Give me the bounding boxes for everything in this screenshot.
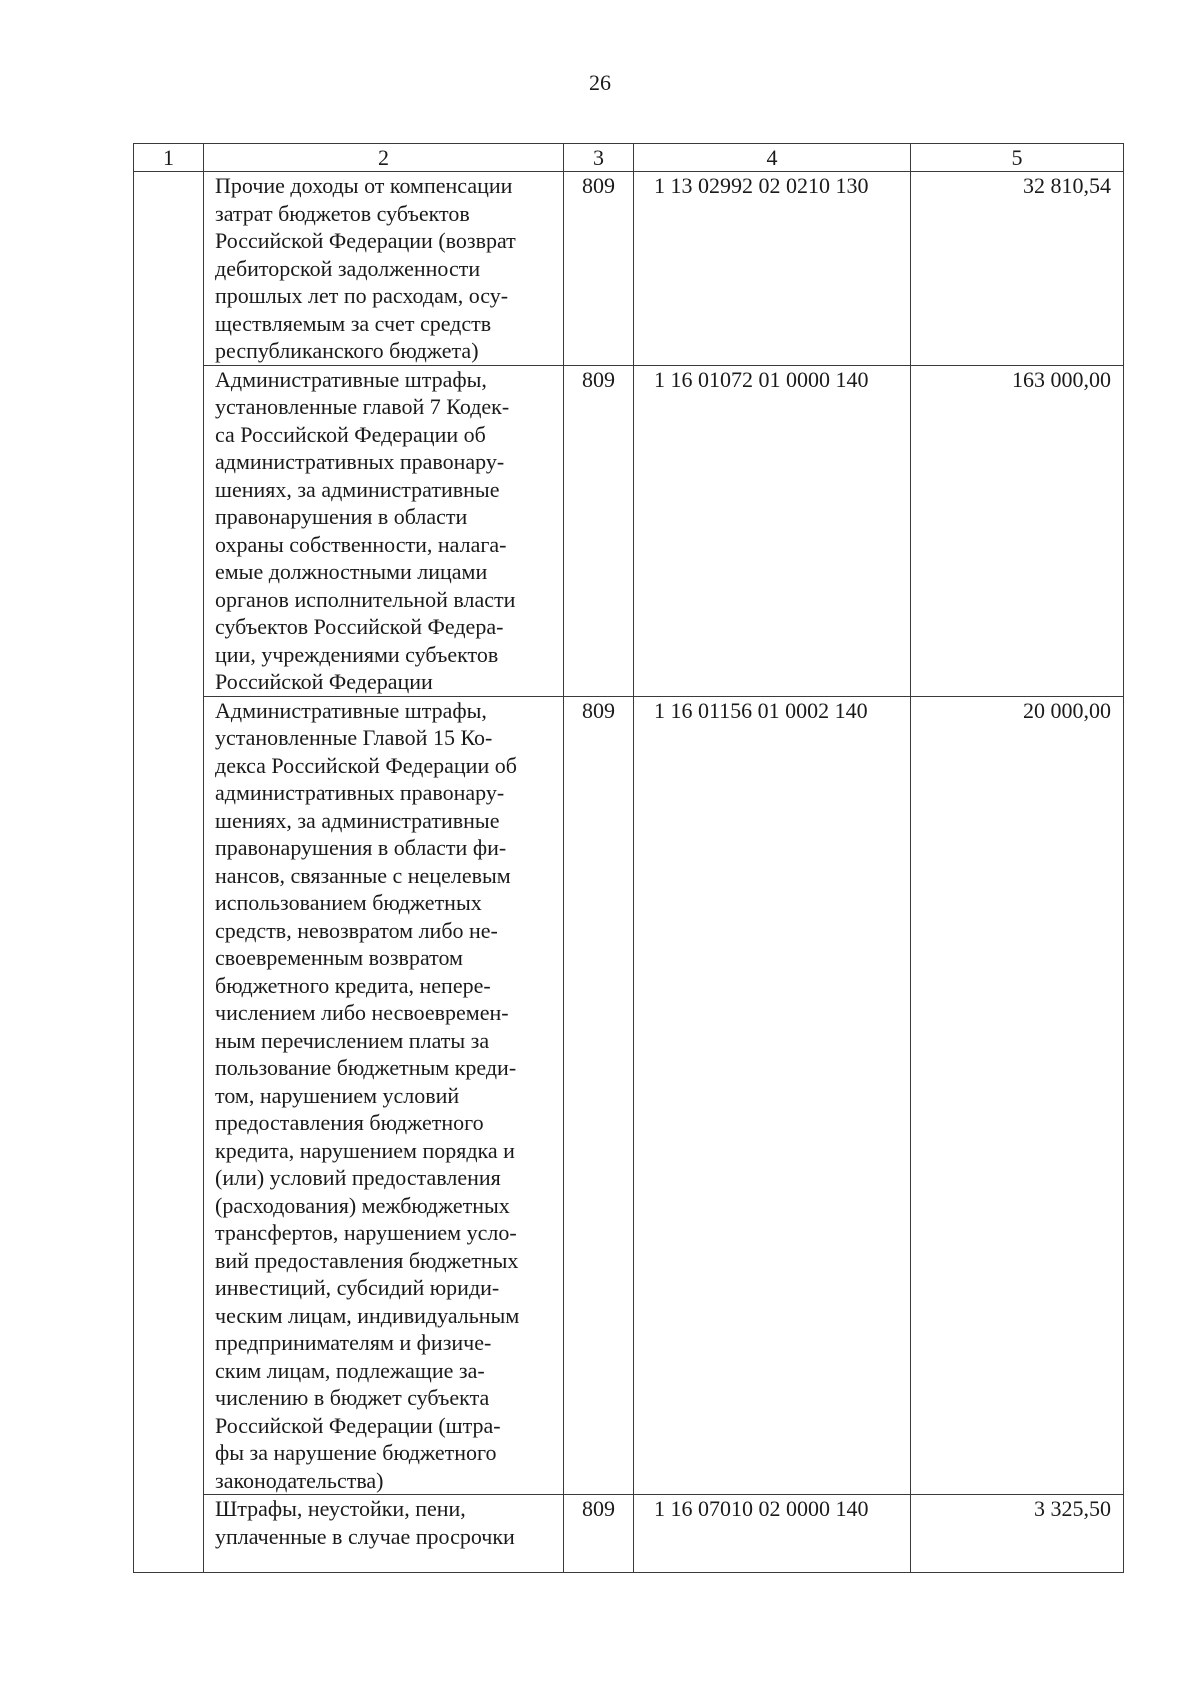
description-line: декса Российской Федерации об [215,752,517,778]
description-line: дебиторской задолженности [215,255,481,281]
description-line: органов исполнительной власти [215,586,516,612]
table-row [134,696,1124,1495]
description-line: ным перечислением платы за [215,1027,490,1053]
description-cell [204,365,564,696]
description-line: прошлых лет по расходам, осу- [215,283,509,308]
description-line: использованием бюджетных [215,890,482,915]
description-line: Российской Федерации [215,669,433,694]
description-line: охраны собственности, налага- [215,531,507,557]
column-header: 4 [634,144,911,172]
row-number-cell [134,172,204,1573]
description-line: правонарушения в области [215,504,468,529]
admin-code-cell: 809 [564,172,634,366]
description-cell [204,172,564,366]
description-line: бюджетного кредита, непере- [215,972,491,998]
description-line: (или) условий предоставления [215,1165,501,1190]
description-line: Российской Федерации (возврат [215,228,516,253]
description-line: правонарушения в области фи- [215,835,507,860]
description-line: шениях, за административные [215,807,500,833]
description-line: трансфертов, нарушением усло- [215,1220,517,1245]
description-line: Прочие доходы от компенсации [215,173,513,198]
description-line: шениях, за административные [215,476,500,502]
description-line: Российской Федерации (штра- [215,1412,501,1438]
table-row [134,365,1124,696]
column-header: 2 [204,144,564,172]
description-line: том, нарушением условий [215,1082,460,1108]
description-line: кредита, нарушением порядка и [215,1137,515,1163]
kbk-code-cell: 1 16 01156 01 0002 140 [634,696,911,1495]
kbk-code-cell: 1 16 01072 01 0000 140 [634,365,911,696]
amount-cell: 32 810,54 [911,172,1124,366]
description-line: ции, учреждениями субъектов [215,641,499,667]
amount-cell: 3 325,50 [911,1495,1124,1573]
description-line: вий предоставления бюджетных [215,1247,519,1273]
description-line: уплаченные в случае просрочки [215,1523,515,1549]
description-line: числением либо несвоевремен- [215,1000,509,1025]
description-line: установленные главой 7 Кодек- [215,394,510,419]
description-line: ческим лицам, индивидуальным [215,1302,520,1328]
description-line: административных правонару- [215,780,505,805]
description-line: средств, невозвратом либо не- [215,917,498,943]
column-header: 5 [911,144,1124,172]
description-line: предпринимателям и физиче- [215,1330,492,1355]
description-line: Административные штрафы, [215,366,487,392]
description-line: ществляемым за счет средств [215,310,492,336]
description-line: административных правонару- [215,449,505,474]
table-header-row [134,144,1124,172]
description-line: субъектов Российской Федера- [215,614,504,639]
description-line: ским лицам, подлежащие за- [215,1357,485,1383]
admin-code-cell: 809 [564,696,634,1495]
admin-code-cell: 809 [564,365,634,696]
description-line: (расходования) межбюджетных [215,1192,510,1218]
revenue-table [133,143,1124,1573]
description-line: Административные штрафы, [215,697,487,723]
description-cell [204,696,564,1495]
admin-code-cell: 809 [564,1495,634,1573]
description-line: нансов, связанные с нецелевым [215,862,511,888]
description-line: емые должностными лицами [215,559,488,584]
table-row [134,1495,1124,1573]
description-line: своевременным возвратом [215,945,463,970]
description-line: установленные Главой 15 Ко- [215,725,493,750]
description-line: затрат бюджетов субъектов [215,200,470,226]
description-line: са Российской Федерации об [215,421,486,447]
amount-cell: 20 000,00 [911,696,1124,1495]
description-line: пользование бюджетным креди- [215,1055,517,1080]
description-line: Штрафы, неустойки, пени, [215,1496,466,1521]
amount-cell: 163 000,00 [911,365,1124,696]
description-line: фы за нарушение бюджетного [215,1440,497,1465]
description-line: республиканского бюджета) [215,338,479,363]
kbk-code-cell: 1 16 07010 02 0000 140 [634,1495,911,1573]
description-cell [204,1495,564,1573]
description-line: законодательства) [215,1467,384,1493]
description-line: числению в бюджет субъекта [215,1385,490,1410]
table-row [134,172,1124,366]
column-header: 1 [134,144,204,172]
description-line: инвестиций, субсидий юриди- [215,1275,500,1300]
page-number: 26 [589,70,611,95]
column-header: 3 [564,144,634,172]
kbk-code-cell: 1 13 02992 02 0210 130 [634,172,911,366]
description-line: предоставления бюджетного [215,1110,484,1135]
